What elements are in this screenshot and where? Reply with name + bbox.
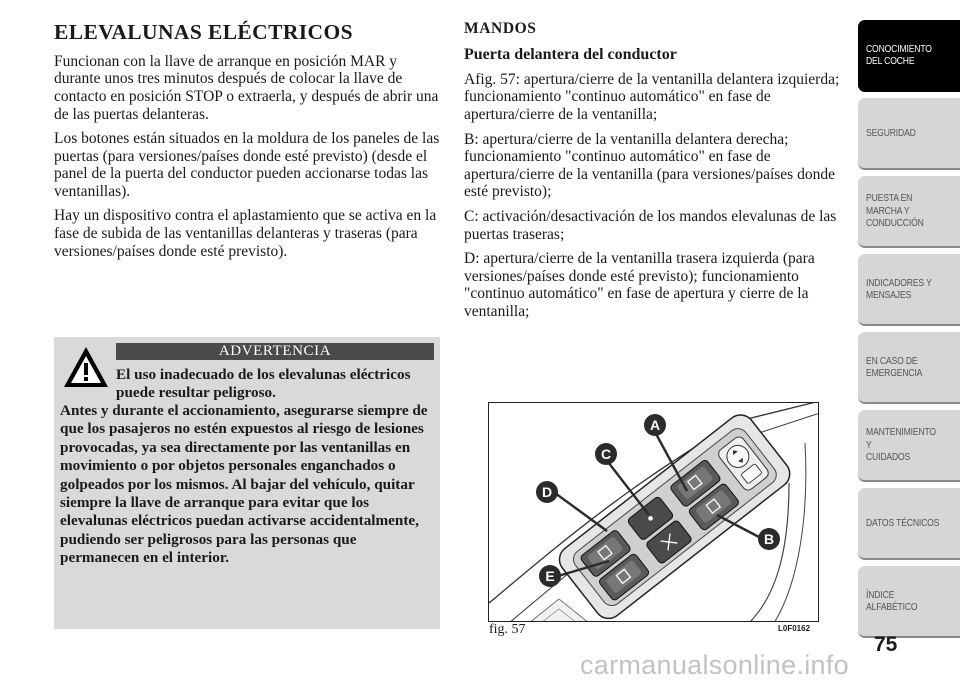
tab-puesta-en-marcha[interactable]: PUESTA EN MARCHA Y CONDUCCIÓN (858, 176, 960, 248)
svg-text:C: C (600, 446, 612, 462)
callout-e (539, 565, 561, 587)
callout-b (758, 528, 780, 550)
section-title: ELEVALUNAS ELÉCTRICOS (54, 20, 353, 44)
figure-caption: fig. 57 (489, 622, 526, 637)
speaker-grille (529, 599, 589, 622)
figure-code: L0F0162 (778, 624, 811, 633)
controls-heading: MANDOS (464, 20, 537, 37)
left-column (54, 20, 440, 267)
svg-text:A: A (649, 417, 661, 433)
warning-triangle-icon (62, 345, 110, 389)
tab-datos-tecnicos[interactable]: DATOS TÉCNICOS (858, 488, 960, 560)
callout-c (595, 443, 617, 465)
paragraph-3: Hay un dispositivo contra el aplastamiento que se activa en la fase de subida de las ventanillas delanteras y traseras (para versiones/países donde esté previsto). (54, 207, 437, 260)
item-d: D: apertura/cierre de la ventanilla trasera izquierda (para versiones/países donde esté previsto); funcionamiento "continuo automático" en fase de apertura y cierre de la ventanilla; (464, 250, 815, 320)
warning-body: Antes y durante el accionamiento, asegurarse siempre de que los pasajeros no estén expuestos al riesgo de lesiones provocadas, ya sea directamente por las ventanillas en movimiento o por objetos personales enganchados o golpeados por los mismos. Al bajar del vehículo, quitar siempre la llave de arranque para evitar que los elevalunas eléctricos puedan activarse accidentalmente, pudiendo ser peligrosos para las personas que permanecen en el interior. (60, 402, 428, 567)
right-column (464, 20, 844, 328)
tab-mantenimiento[interactable]: MANTENIMIENTO Y CUIDADOS (858, 410, 960, 482)
callout-a (644, 414, 666, 436)
warning-header: ADVERTENCIA (116, 343, 434, 360)
window-switch-illustration (489, 403, 819, 622)
tab-indice[interactable]: ÍNDICE ALFABÉTICO (858, 566, 960, 638)
watermark: carmanualsonline.info (580, 650, 849, 680)
item-c: C: activación/desactivación de los mandos elevalunas de las puertas traseras; (464, 207, 837, 243)
svg-text:B: B (763, 531, 775, 547)
chapter-tabs (858, 20, 960, 644)
window-switch-figure (488, 402, 819, 622)
svg-text:E: E (545, 568, 555, 584)
tab-conocimiento-del-coche[interactable]: CONOCIMIENTO DEL COCHE (858, 20, 960, 92)
driver-door-subtitle: Puerta delantera del conductor (464, 45, 677, 63)
warning-box (54, 337, 440, 629)
page-number: 75 (874, 633, 898, 656)
warning-lead: El uso inadecuado de los elevalunas eléctricos puede resultar peligroso. (116, 366, 411, 401)
tab-indicadores[interactable]: INDICADORES Y MENSAJES (858, 254, 960, 326)
svg-text:D: D (541, 484, 553, 500)
paragraph-2: Los botones están situados en la moldura de los paneles de las puertas (para versiones/países donde esté previsto) (desde el panel de la puerta del conductor pueden accionarse todas las ventanillas). (54, 130, 440, 200)
item-a: Afig. 57: apertura/cierre de la ventanilla delantera izquierda; funcionamiento "continuo automático" en fase de apertura/cierre de la ventanilla; (464, 70, 840, 123)
item-b: B: apertura/cierre de la ventanilla delantera derecha; funcionamiento "continuo automático" en fase de apertura/cierre de la ventanilla (para versiones/países donde esté previsto); (464, 130, 835, 201)
paragraph-1: Funcionan con la llave de arranque en posición MAR y durante unos tres minutos después de colocar la llave de contacto en posición STOP o extraerla, y después de abrir una de las puertas delanteras. (54, 52, 439, 123)
tab-emergencia[interactable]: EN CASO DE EMERGENCIA (858, 332, 960, 404)
tab-seguridad[interactable]: SEGURIDAD (858, 98, 960, 170)
callout-d (536, 481, 558, 503)
